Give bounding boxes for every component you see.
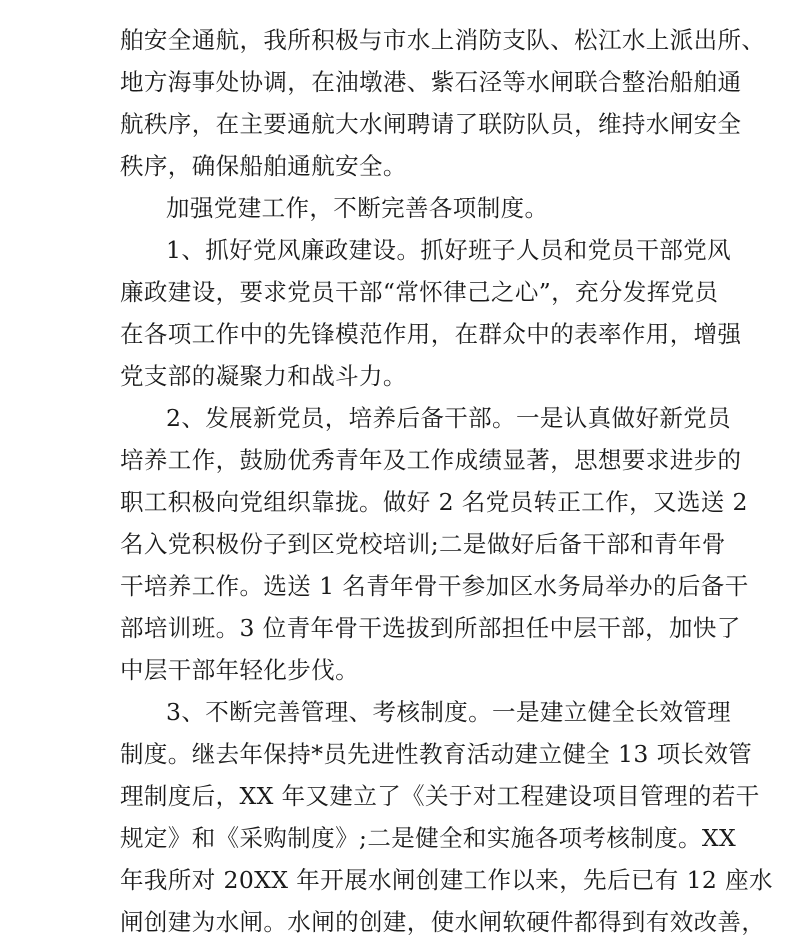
text-line: 党支部的凝聚力和战斗力。 (120, 362, 407, 390)
text-line: 1、抓好党风廉政建设。抓好班子人员和党员干部党风 (166, 236, 732, 264)
text-line: 培养工作，鼓励优秀青年及工作成绩显著，思想要求进步的 (120, 446, 742, 474)
text-line: 理制度后，XX 年又建立了《关于对工程建设项目管理的若干 (120, 782, 760, 810)
text-line: 舶安全通航，我所积极与市水上消防支队、松江水上派出所、 (120, 26, 766, 54)
text-line: 航秩序，在主要通航大水闸聘请了联防队员，维持水闸安全 (120, 110, 742, 138)
text-line: 3、不断完善管理、考核制度。一是建立健全长效管理 (166, 698, 732, 726)
text-line: 规定》和《采购制度》;二是健全和实施各项考核制度。XX (120, 824, 737, 852)
text-line: 秩序，确保船舶通航安全。 (120, 152, 407, 180)
text-line: 闸创建为水闸。水闸的创建，使水闸软硬件都得到有效改善， (120, 908, 766, 936)
text-line: 名入党积极份子到区党校培训;二是做好后备干部和青年骨 (120, 530, 726, 558)
text-line: 干培养工作。选送 1 名青年骨干参加区水务局举办的后备干 (120, 572, 749, 600)
text-line: 2、发展新党员，培养后备干部。一是认真做好新党员 (166, 404, 732, 432)
text-line: 制度。继去年保持*员先进性教育活动建立健全 13 项长效管 (120, 740, 753, 768)
section-heading: 加强党建工作，不断完善各项制度。 (166, 194, 549, 222)
text-line: 中层干部年轻化步伐。 (120, 656, 359, 684)
text-line: 在各项工作中的先锋模范作用，在群众中的表率作用，增强 (120, 320, 742, 348)
text-line: 地方海事处协调，在油墩港、紫石泾等水闸联合整治船舶通 (120, 68, 742, 96)
text-line: 职工积极向党组织靠拢。做好 2 名党员转正工作，又选送 2 (120, 488, 748, 516)
text-line: 部培训班。3 位青年骨干选拔到所部担任中层干部，加快了 (120, 614, 741, 642)
text-line: 年我所对 20XX 年开展水闸创建工作以来，先后已有 12 座水 (120, 866, 773, 894)
text-line: 廉政建设，要求党员干部“常怀律己之心”，充分发挥党员 (120, 278, 719, 306)
